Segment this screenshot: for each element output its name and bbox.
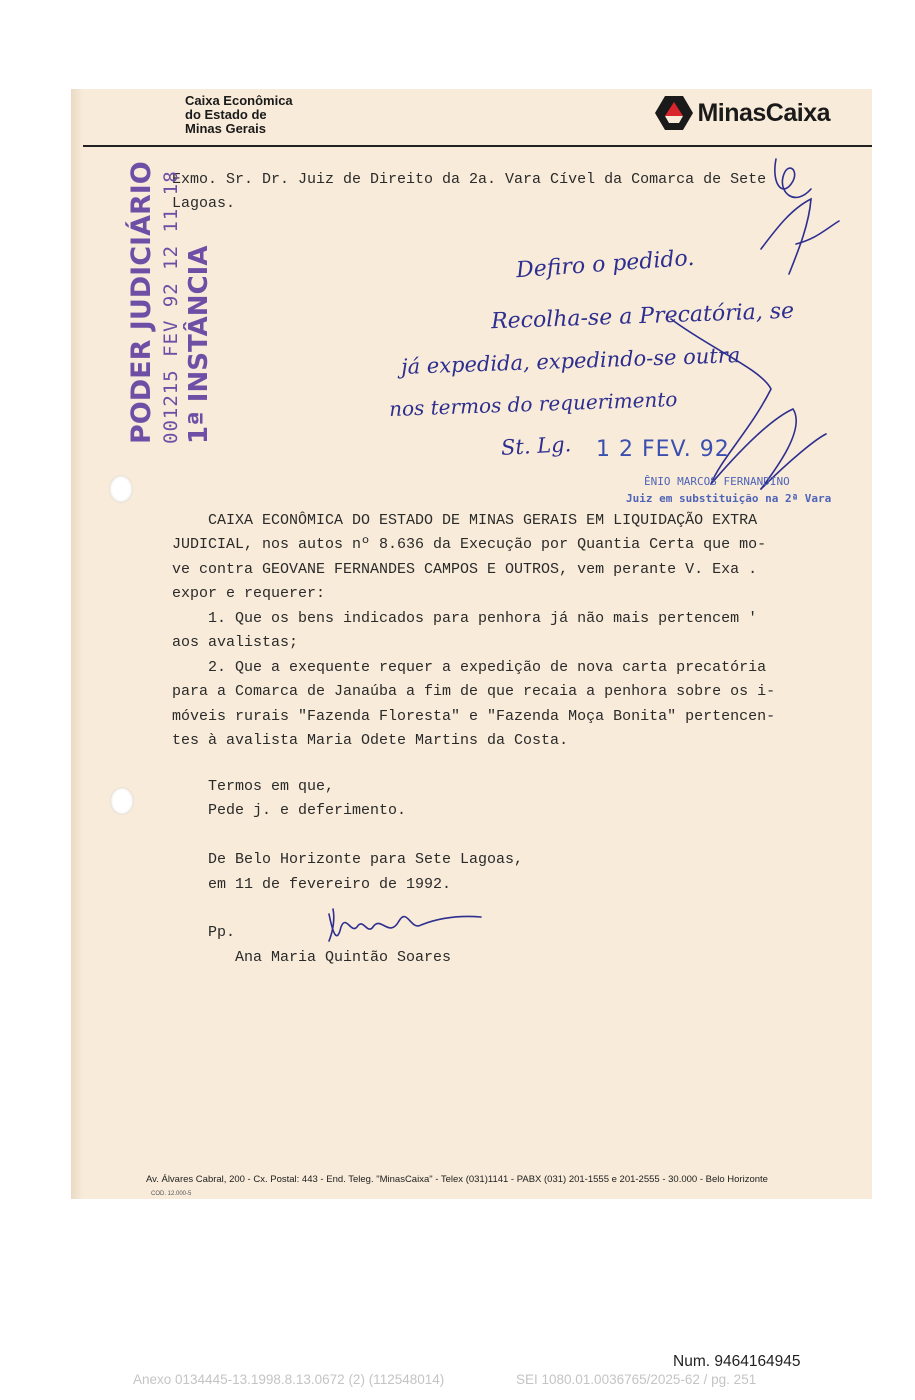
closing-line: em 11 de fevereiro de 1992. [172, 876, 452, 893]
judge-title: Juiz em substituição na 2ª Vara [626, 492, 832, 505]
addressee-line: Exmo. Sr. Dr. Juiz de Direito da 2a. Vara Cível da Comarca de Sete [172, 171, 767, 188]
body-line: CAIXA ECONÔMICA DO ESTADO DE MINAS GERAIS EM LIQUIDAÇÃO EXTRA [172, 512, 758, 529]
body-line: tes à avalista Maria Odete Martins da Costa. [172, 732, 569, 749]
annex-reference: Anexo 0134445-13.1998.8.13.0672 (2) (112548014) [133, 1372, 445, 1387]
closing-line: Pede j. e deferimento. [172, 802, 407, 819]
signatory-name: Ana Maria Quintão Soares [172, 949, 452, 966]
body-line: ve contra GEOVANE FERNANDES CAMPOS E OUTROS, vem perante V. Exa . [172, 561, 758, 578]
sei-reference: SEI 1080.01.0036765/2025-62 / pg. 251 [516, 1372, 757, 1387]
letterhead-footer-address: Av. Álvares Cabral, 200 - Cx. Postal: 443 - End. Teleg. "MinasCaixa" - Telex (031)1141 - PABX (031) 201-1555 e 201-2555 - 30.000 - Belo Horizonte [146, 1174, 768, 1185]
institution-line: Minas Gerais [185, 121, 266, 136]
punch-hole [109, 475, 133, 503]
form-code: COD. 12.000-5 [151, 1191, 192, 1197]
receipt-date-stamp: 1 2 FEV. 92 [596, 437, 730, 462]
body-line: 1. Que os bens indicados para penhora já não mais pertencem ' [172, 610, 758, 627]
handwritten-line: Recolha-se a Precatória, se [490, 298, 795, 335]
handwritten-line: Defiro o pedido. [515, 245, 696, 284]
body-line: para a Comarca de Janaúba a fim de que recaia a penhora sobre os i- [172, 683, 776, 700]
closing-line: Pp. [172, 924, 236, 941]
institution-line: do Estado de [185, 107, 267, 122]
institution-line: Caixa Econômica [185, 93, 293, 108]
body-line: móveis rurais "Fazenda Floresta" e "Fazenda Moça Bonita" pertencen- [172, 708, 776, 725]
handwritten-line: nos termos do requerimento [388, 386, 678, 422]
body-line: expor e requerer: [172, 585, 326, 602]
body-line: 2. Que a exequente requer a expedição de nova carta precatória [172, 659, 767, 676]
punch-hole [110, 787, 134, 815]
judiciary-stamp-instance: 1ª INSTÂNCIA [184, 245, 214, 444]
handwritten-line: St. Lg. [500, 432, 572, 460]
judiciary-stamp-protocol: 001215 FEV 92 12 11 18 [160, 170, 182, 444]
body-line: JUDICIAL, nos autos nº 8.636 da Execução por Quantia Certa que mo- [172, 536, 767, 553]
handwritten-line: já expedida, expedindo-se outra [400, 343, 741, 379]
document-number: Num. 9464164945 [673, 1353, 801, 1370]
body-line: aos avalistas; [172, 634, 299, 651]
judiciary-stamp-title: PODER JUDICIÁRIO [126, 161, 157, 444]
document-page [71, 89, 872, 1199]
judge-name: ÊNIO MARCOS FERNANDINO [644, 475, 790, 488]
brand-name: MinasCaixa [697, 98, 830, 127]
closing-line: De Belo Horizonte para Sete Lagoas, [172, 851, 524, 868]
judge-stamp [626, 473, 831, 507]
closing-line: Termos em que, [172, 778, 335, 795]
addressee-line: Lagoas. [172, 195, 236, 212]
